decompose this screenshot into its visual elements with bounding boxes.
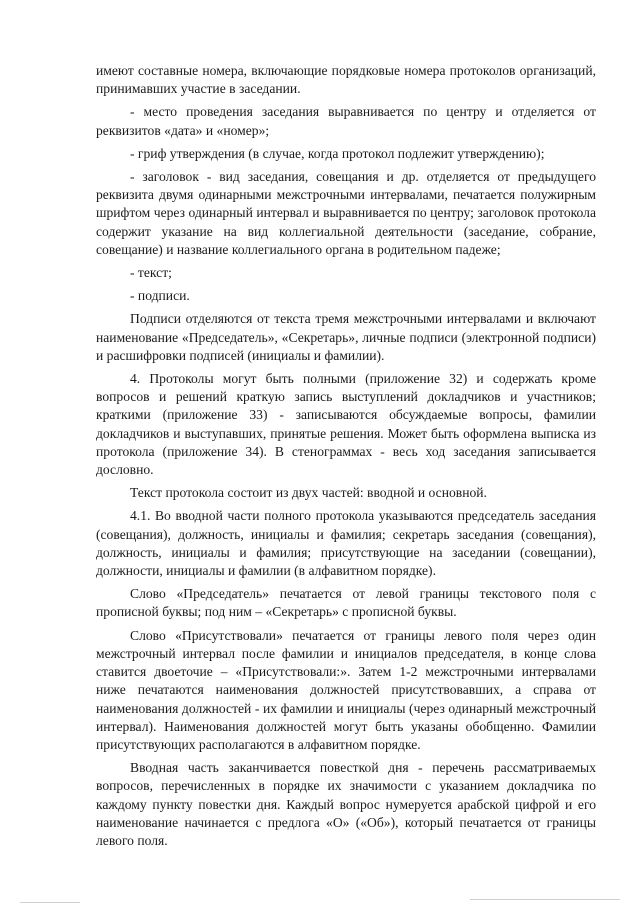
document-body	[96, 62, 596, 850]
paragraph-10: 4.1. Во вводной части полного протокола указываются председатель заседания (совещания), должность, инициалы и фамилия; секретарь заседания (совещания), должность, инициалы и фамилия; присутствующие на заседании (совещании), должности, инициалы и фамилии (в алфавитном порядке).	[96, 508, 596, 579]
paragraph-7: Подписи отделяются от текста тремя межстрочными интервалами и включают наименование «Председатель», «Секретарь», личные подписи (электронной подписи) и расшифровки подписей (инициалы и фамилии).	[96, 311, 596, 363]
scan-artifact-line	[470, 899, 620, 900]
paragraph-3: - гриф утверждения (в случае, когда протокол подлежит утверждению);	[130, 145, 545, 161]
paragraph-2: - место проведения заседания выравнивается по центру и отделяется от реквизитов «дата» и «номер»;	[96, 104, 596, 138]
paragraph-8: 4. Протоколы могут быть полными (приложение 32) и содержать кроме вопросов и решений краткую запись выступлений докладчиков и участников; краткими (приложение 33) - записываются обсуждаемые вопросы, фамилии докладчиков и выступавших, принятые решения. Может быть оформлена выписка из протокола (приложение 34). В стенограммах - весь ход заседания записывается дословно.	[96, 371, 596, 478]
paragraph-11: Слово «Председатель» печатается от левой границы текстового поля с прописной буквы; под ним – «Секретарь» с прописной буквы.	[96, 586, 596, 620]
paragraph-6: - подписи.	[130, 288, 190, 304]
paragraph-5: - текст;	[130, 265, 172, 281]
paragraph-12: Слово «Присутствовали» печатается от границы левого поля через один межстрочный интервал после фамилии и инициалов председателя, в конце слова ставится двоеточие – «Присутствовали:». Затем 1-2 межстрочными интервалами ниже печатаются наименования должностей присутствовавших, а справа от наименования должностей - их фамилии и инициалы (через одинарный межстрочный интервал). Наименования должностей могут быть указаны обобщенно. Фамилии присутствующих располагаются в алфавитном порядке.	[96, 627, 596, 752]
paragraph-13: Вводная часть заканчивается повесткой дня - перечень рассматриваемых вопросов, перечисленных в порядке их значимости с указанием докладчика по каждому пункту повестки дня. Каждый вопрос нумеруется арабской цифрой и его наименование начинается с предлога «О» («Об»), который печатается от границы левого поля.	[96, 760, 596, 848]
scan-artifact-line	[20, 902, 80, 903]
paragraph-4: - заголовок - вид заседания, совещания и др. отделяется от предыдущего реквизита двумя одинарными межстрочными интервалами, печатается полужирным шрифтом через одинарный интервал и выравнивается по центру; заголовок протокола содержит указание на вид коллегиальной деятельности (заседание, собрание, совещание) и название коллегиального органа в родительном падеже;	[96, 169, 596, 257]
paragraph-1: имеют составные номера, включающие порядковые номера протоколов организаций, принимавших участие в заседании.	[96, 63, 596, 97]
paragraph-9: Текст протокола состоит из двух частей: вводной и основной.	[130, 485, 487, 501]
